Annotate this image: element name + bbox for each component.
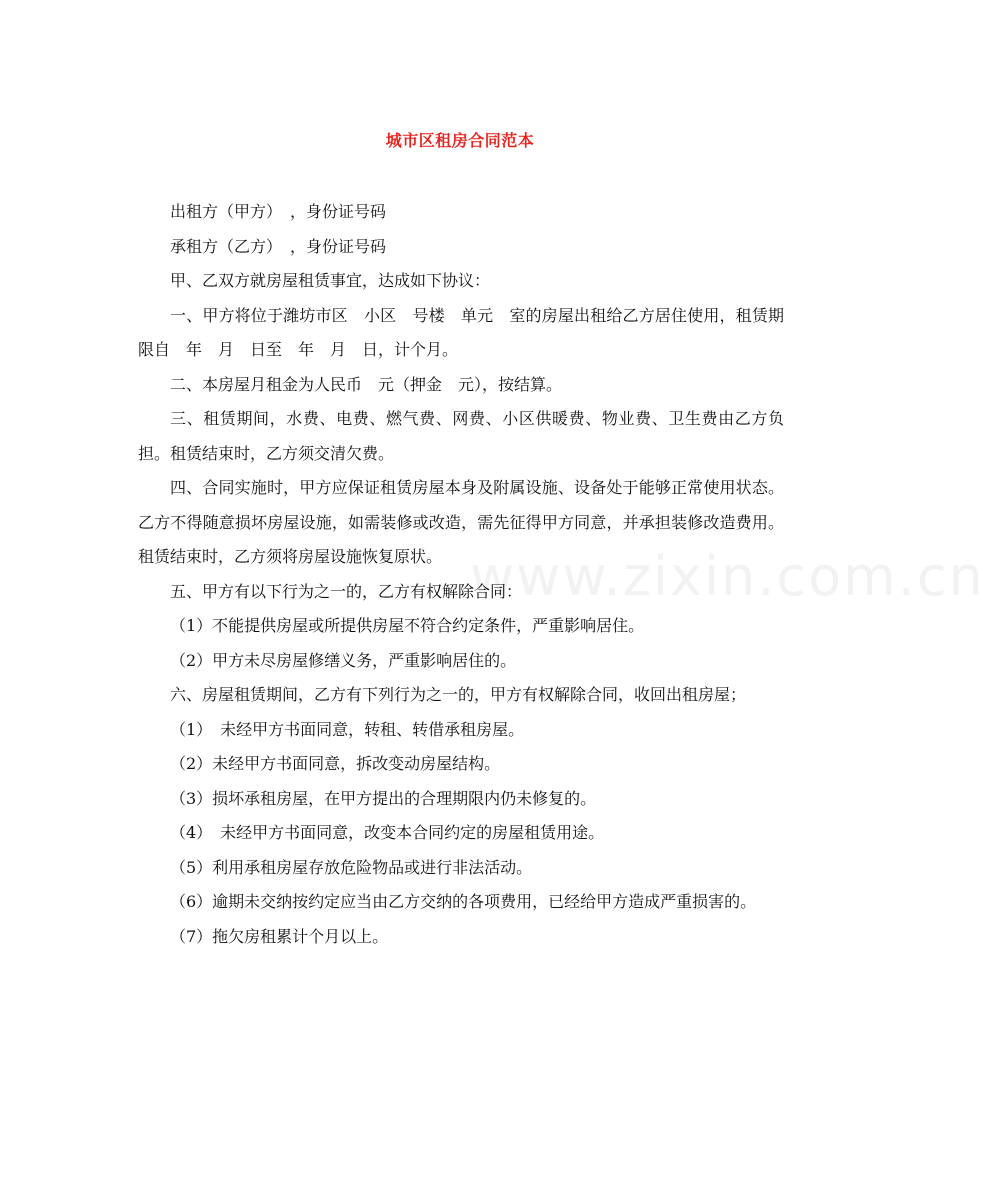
lessor-line: 出租方（甲方） ，身份证号码 — [170, 202, 387, 221]
clause-5-item-1: （1）不能提供房屋或所提供房屋不符合约定条件，严重影响居住。 — [170, 616, 645, 635]
clause-2: 二、本房屋月租金为人民币 元（押金 元），按结算。 — [170, 374, 563, 394]
clause-6-item-4: （4） 未经甲方书面同意，改变本合同约定的房屋租赁用途。 — [170, 823, 605, 842]
clause-6-item-1: （1） 未经甲方书面同意，转租、转借承租房屋。 — [170, 719, 525, 739]
clause-6: 六、房屋租赁期间，乙方有下列行为之一的，甲方有权解除合同，收回出租房屋； — [170, 685, 747, 704]
document-body — [138, 195, 784, 954]
clause-5: 五、甲方有以下行为之一的，乙方有权解除合同： — [170, 581, 523, 601]
watermark: www.zixin.com.cn — [470, 545, 985, 608]
clause-4: 四、合同实施时，甲方应保证租赁房屋本身及附属设施、设备处于能够正常使用状态。乙方不得随意损坏房屋设施，如需装修或改造，需先征得甲方同意，并承担装修改造费用。租赁结束时，乙方须将房屋设施恢复原状。 — [138, 478, 784, 566]
clause-6-item-7: （7）拖欠房租累计个月以上。 — [170, 926, 389, 946]
clause-6-item-5: （5）利用承租房屋存放危险物品或进行非法活动。 — [170, 857, 533, 877]
agreement-intro: 甲、乙双方就房屋租赁事宜，达成如下协议： — [170, 271, 491, 290]
clause-5-item-2: （2）甲方未尽房屋修缮义务，严重影响居住的。 — [170, 650, 517, 670]
clause-6-item-6: （6）逾期未交纳按约定应当由乙方交纳的各项费用，已经给甲方造成严重损害的。 — [170, 892, 757, 911]
clause-6-item-3: （3）损坏承租房屋，在甲方提出的合理期限内仍未修复的。 — [170, 788, 597, 808]
clause-1: 一、甲方将位于潍坊市区 小区 号楼 单元 室的房屋出租给乙方居住使用，租赁期限自 年 月 日至 年 月 日，计个月。 — [138, 305, 784, 359]
clause-3: 三、租赁期间，水费、电费、燃气费、网费、小区供暖费、物业费、卫生费由乙方负担。租赁结束时，乙方须交清欠费。 — [138, 409, 784, 463]
document-title: 城市区租房合同范本 — [385, 131, 535, 150]
clause-6-item-2: （2）未经甲方书面同意，拆改变动房屋结构。 — [170, 754, 501, 773]
lessee-line: 承租方（乙方） ，身份证号码 — [170, 236, 387, 256]
